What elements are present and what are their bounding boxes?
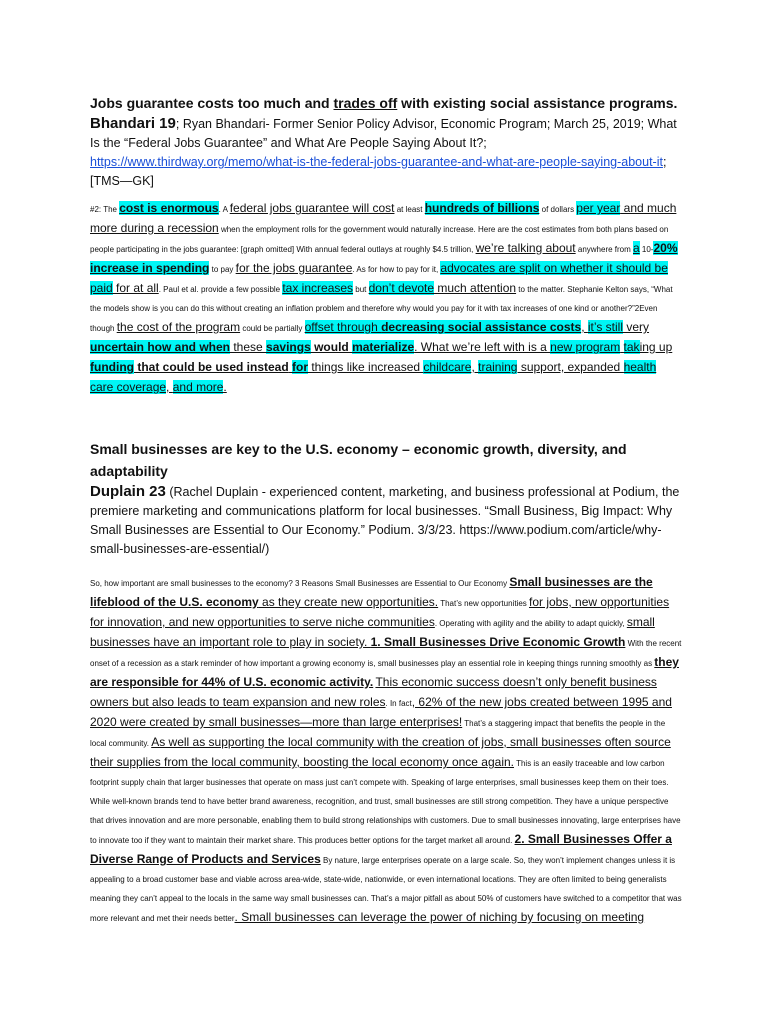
text-run: training bbox=[478, 360, 518, 374]
text-run: . bbox=[363, 635, 371, 649]
text-run: for jobs, new opportunities for innovation, and new opportunities to serve niche communities bbox=[90, 595, 670, 629]
text-run: . What we’re left with is a bbox=[414, 340, 551, 354]
text-run: to pay bbox=[209, 265, 236, 274]
text-run: (Rachel Duplain - experienced content, marketing, and business professional at Podium, the premiere marketing and communications platform for local businesses. “Small Business, Big Impact: Why Small Businesses are Essential to Our Economy.” Podium. 3/3/23. https://www.podium.com/article/why-small-businesses-are-essential/) bbox=[90, 485, 680, 556]
text-run: advocates are bbox=[440, 261, 520, 275]
source-link[interactable]: https://www.thirdway.org/memo/what-is-the-federal-jobs-guarantee-and-what-are-people-saying-about-it bbox=[90, 155, 663, 169]
text-run: 2. Small Businesses Offer a Diverse Range of Products and Services bbox=[90, 832, 672, 866]
text-run: federal jobs guarantee will cost bbox=[229, 201, 395, 215]
text-run: . Paul et al. provide a few possible bbox=[158, 285, 283, 294]
text-run: As well as supporting the local community with the creation of jobs, small businesses often source their supplies from the local community, boosting the local economy once again. bbox=[90, 735, 671, 769]
text-run: That’s new opportunities bbox=[438, 599, 529, 608]
text-run: as they create new opportunities. bbox=[258, 595, 439, 609]
text-run: 20% increase in spending bbox=[90, 241, 678, 275]
text-run: By nature, large enterprises operate on a large scale. So, they won’t implement changes unless it is appealing to a broad customer base and viable across area-wide, state-wide, nationwide, or even international locations. They are often limited to being generalists meaning they can’t appeal to the locals in the same way small businesses can. That’s a major pitfall as about 50% of customers have switched to a competitor that was more relevant and met their needs better bbox=[90, 856, 682, 923]
text-run: we’re talking about bbox=[475, 241, 576, 255]
text-run: tak bbox=[623, 340, 640, 354]
document-page bbox=[90, 92, 682, 928]
text-run: new program bbox=[550, 340, 621, 354]
cite-name: Bhandari 19 bbox=[90, 115, 176, 132]
text-run: materialize bbox=[352, 340, 415, 354]
text-run: With the recent onset of a recession as a stark reminder of how important a growing economy is, small businesses play an essential role in keeping things running smoothly as bbox=[90, 639, 682, 668]
text-run: per year bbox=[576, 201, 621, 215]
text-run: a bbox=[633, 241, 640, 255]
text-run: and more bbox=[172, 380, 224, 394]
text-run: tax increases bbox=[282, 281, 354, 295]
text-run: with existing social assistance programs. bbox=[397, 95, 678, 111]
text-run: could be partially bbox=[240, 324, 305, 333]
text-run: , bbox=[166, 380, 173, 394]
text-run: . Small businesses can leverage the power of niching by focusing on meeting bbox=[234, 910, 645, 924]
text-run: these bbox=[230, 340, 267, 354]
text-run: , 62% of the new jobs created between 1995 and 2020 were created by small businesses—more than large enterprises! bbox=[90, 695, 672, 729]
text-run: the cost of the program bbox=[116, 320, 241, 334]
card-1-tag bbox=[90, 92, 682, 114]
text-run: when the employment rolls for the government would naturally increase. Here are the cost estimates from both plans based on people participating in the jobs guarantee: [graph omitted] With annual federal outlays at roughly $4.5 trillion, bbox=[90, 225, 669, 254]
text-run: offset through bbox=[304, 320, 382, 334]
text-run: would bbox=[310, 340, 353, 354]
text-run: childcare bbox=[423, 360, 472, 374]
text-run: 10- bbox=[639, 245, 654, 254]
text-run: Small businesses are the lifeblood of the U.S. economy bbox=[90, 575, 653, 609]
text-run: small businesses have an important role to play in society bbox=[90, 615, 655, 649]
text-run: uncertain how and when bbox=[90, 340, 231, 354]
text-run: , bbox=[581, 320, 588, 334]
text-run: split on whether it should be paid bbox=[90, 261, 668, 295]
card-1-citation bbox=[90, 114, 682, 191]
text-run: trades off bbox=[333, 95, 398, 111]
text-run: ; [TMS—GK] bbox=[90, 155, 667, 188]
cite-name: Duplain 23 bbox=[90, 483, 166, 500]
text-run: it’s bbox=[587, 320, 606, 334]
text-run: anywhere from bbox=[575, 245, 633, 254]
card-2-citation bbox=[90, 482, 682, 559]
text-run: #2: The bbox=[90, 205, 120, 214]
text-run: at least bbox=[394, 205, 425, 214]
text-run: to the matter. Stephanie Kelton says, “What the models show is you can do this without creating an inflation problem and therefore why would you pay for it with tax increases of one kind or another?”2Even though bbox=[90, 285, 673, 333]
text-run: decreasing social assistance costs bbox=[381, 320, 582, 334]
text-run: hundreds of billions bbox=[424, 201, 540, 215]
text-run: things like increased bbox=[308, 360, 424, 374]
text-run: much attention bbox=[434, 281, 517, 295]
card-2-body bbox=[90, 573, 682, 928]
text-run: and much more during a recession bbox=[90, 201, 677, 235]
text-run: for bbox=[292, 360, 309, 374]
text-run: of dollars bbox=[539, 205, 577, 214]
text-run: . bbox=[223, 380, 227, 394]
text-run: Jobs guarantee costs too much and bbox=[90, 95, 334, 111]
card-1-body bbox=[90, 199, 682, 398]
text-run: . A bbox=[218, 205, 230, 214]
text-run: but bbox=[353, 285, 369, 294]
text-run: ing up bbox=[639, 340, 673, 354]
text-run: support, expanded bbox=[517, 360, 624, 374]
text-run: for the jobs guarantee bbox=[235, 261, 353, 275]
text-run: that could be used instead bbox=[133, 360, 289, 374]
text-run: savings bbox=[266, 340, 311, 354]
text-run: very bbox=[623, 320, 650, 334]
text-run: This economic success doesn’t only benefit business owners but also leads to team expansion and new roles bbox=[90, 675, 657, 709]
text-run: This is an easily traceable and low carbon footprint supply chain that larger businesses that operate on mass just can’t compete with. Speaking of large enterprises, small businesses keep them on their toes. While well-known brands tend to have better brand awareness, recognition, and trust, small businesses are still strong competition. They have a unique perspective that drives innovation and are more personable, enabling them to build strong relationships with customers. Due to small businesses innovating, large enterprises have to innovate too if they want to maintain their market share. This produces better options for the target market all around. bbox=[90, 759, 681, 845]
text-run: ; Ryan Bhandari- Former Senior Policy Advisor, Economic Program; March 25, 2019; What Is the “Federal Jobs Guarantee” and What Are People Saying About It?; bbox=[90, 117, 677, 150]
text-run: 1. Small Businesses Drive Economic Growth bbox=[370, 635, 626, 649]
text-run: So, how important are small businesses to the economy? 3 Reasons Small Businesses are Essential to Our Economy bbox=[90, 579, 510, 588]
text-run: don’t devote bbox=[368, 281, 435, 295]
text-run: for at all bbox=[112, 281, 159, 295]
text-run: . In fact bbox=[385, 699, 412, 708]
text-run: funding bbox=[90, 360, 134, 374]
text-run: health care coverage bbox=[90, 360, 657, 394]
text-run: . As for how to pay for it, bbox=[352, 265, 441, 274]
text-run: still bbox=[605, 320, 624, 334]
text-run: That’s a staggering impact that benefits the people in the local community. bbox=[90, 719, 666, 748]
text-run: . Operating with agility and the ability to adapt quickly, bbox=[434, 619, 627, 628]
text-run: cost is enormous bbox=[119, 201, 219, 215]
text-run: they are responsible for 44% of U.S. economic activity. bbox=[90, 655, 679, 689]
text-run: , bbox=[471, 360, 479, 374]
card-2-tag: Small businesses are key to the U.S. economy – economic growth, diversity, and adaptability bbox=[90, 441, 627, 479]
